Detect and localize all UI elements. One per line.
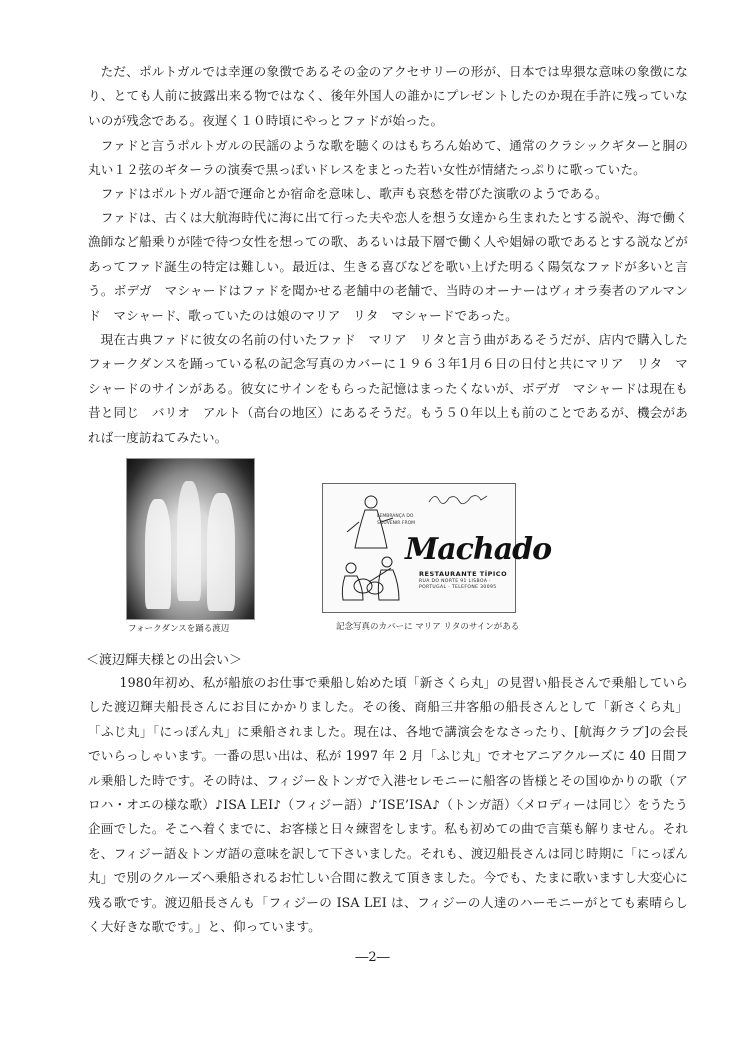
paragraph: ファドはポルトガル語で運命とか宿命を意味し、歌声も哀愁を帯びた演歌のようである。 — [100, 186, 608, 201]
paragraph: ファドと言うポルトガルの民謡のような歌を聴くのはもちろん始めて、通常のクラシックギターと胴の丸い１２弦のギターラの演奏で黒っぽいドレスをまとった若い女性が情緒たっぷりに歌っていた。 — [88, 138, 688, 178]
right-photo-caption: 記念写真のカバーに マリア リタのサインがある — [336, 622, 520, 632]
logo-address: RUA DO NORTE 91 LISBOA · PORTUGAL · TELEFONE 30095 — [419, 579, 497, 590]
dancer-figure — [207, 493, 235, 611]
dancer-figure — [145, 499, 171, 609]
machado-card-photo — [322, 483, 552, 613]
dancer-figure — [177, 481, 201, 601]
section-heading: ＜渡辺輝夫様との出会い＞ — [86, 653, 243, 668]
machado-logo: Machado — [405, 532, 552, 567]
section-body: 1980年初め、私が船旅のお仕事で乗船し始めた頃「新さくら丸」の見習い船長さんで乗船していらした渡辺輝夫船長さんにお目にかかりました。その後、商船三井客船の船長さんとして「新さくら丸」「ふじ丸」「にっぽん丸」に乗船されました。現在は、各地で講演会をなさったり、[航海クラブ]の会長でいらっしゃいます。一番の思い出は、私が 1997 年 2 月「ふじ丸」でオセアニアクルーズに 40 日間フル乗船した時です。その時は、フィジー＆トンガで入港セレモニーに船客の皆様とその国ゆかりの歌（アロハ・オエの様な歌）♪ISA LEI♪（フィジー語）♪’ISE’ISA♪（トンガ語）〈メロディーは同じ〉をうたう企画でした。そこへ着くまでに、お客様と日々練習をします。私も初めての曲で言葉も解りません。それを、フィジー語＆トンガ語の意味を訳して下さいました。それも、渡辺船長さんは同じ時期に「にっぽん丸」で別のクルーズへ乗船されるお忙しい合間に教えて頂きました。今でも、たまに歌いますし大変心に残る歌です。渡辺船長さんも「フィジーの ISA LEI は、フィジーの人達のハーモニーがとても素晴らしく大好きな歌です。」と、仰っています。 — [88, 675, 688, 935]
card-small-text: LEMBRANÇA DO — [377, 514, 414, 519]
paragraph: 現在古典ファドに彼女の名前の付いたファド マリア リタと言う曲があるそうだが、店内で購入したフォークダンスを踊っている私の記念写真のカバーに１９６３年1月６日の日付と共にマリア リタ マシャードのサインがある。彼女にサインをもらった記憶はまったくないが、ボデガ マシャードは現在も昔と同じ バリオ アルト（高台の地区）にあるそうだ。もう５０年以上も前のことであるが、機会があれば一度訪ねてみたい。 — [88, 332, 688, 445]
signature-icon — [427, 490, 489, 506]
paragraph: ファドは、古くは大航海時代に海に出て行った夫や恋人を想う女達から生まれたとする説や、海で働く漁師など船乗りが陸で待つ女性を想っての歌、あるいは最下層で働く人や娼婦の歌であるとする説などがあってファド誕生の特定は難しい。最近は、生きる喜びなどを歌い上げた明るく陽気なファドが多いと言う。ボデガ マシャードはファドを聞かせる老舗中の老舗で、当時のオーナーはヴィオラ奏者のアルマンド マシャード、歌っていたのは娘のマリア リタ マシャードであった。 — [88, 210, 688, 323]
page-number: ―2― — [355, 950, 390, 965]
guitarist-sketch-icon — [329, 488, 409, 606]
paragraph: ただ、ポルトガルでは幸運の象徴であるその金のアクセサリーの形が、日本では卑猥な意味の象徴になり、とても人前に披露出来る物ではなく、後年外国人の誰かにプレゼントしたのか現在手許に残っていないのが残念である。夜遅く１０時頃にやっとファドが始った。 — [88, 64, 688, 128]
card-small-text: SOUVENIR FROM — [377, 521, 416, 526]
left-photo-caption: フォークダンスを踊る渡辺 — [128, 624, 230, 634]
folk-dance-photo — [126, 458, 255, 620]
logo-subtitle: RESTAURANTE TÍPICO — [419, 570, 508, 578]
